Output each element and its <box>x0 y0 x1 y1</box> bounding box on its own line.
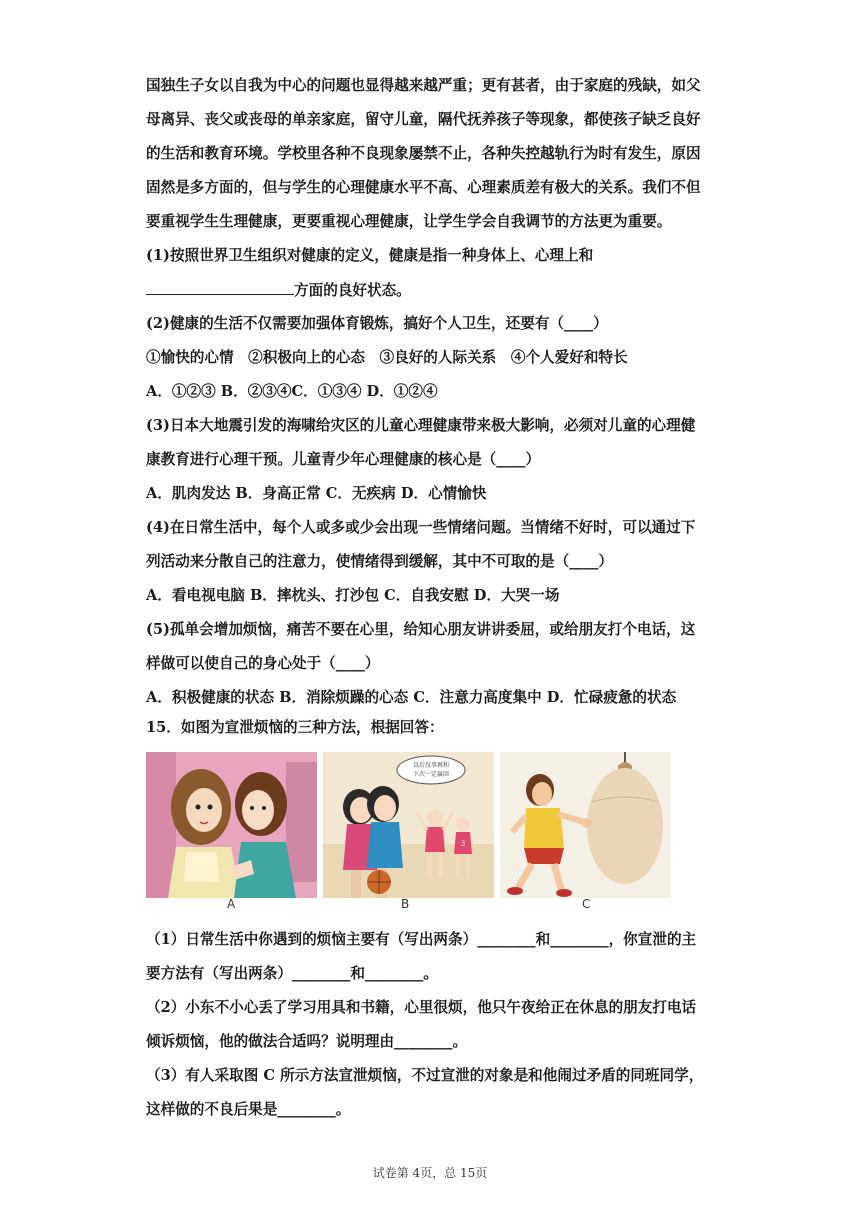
speech-bubble-text-1: 以后没事再和 <box>412 762 450 769</box>
question-2-items: ①愉快的心情 ②积极向上的心态 ③良好的人际关系 ④个人爱好和特长 <box>146 349 628 366</box>
question-1-tail: 方面的良好状态。 <box>294 282 411 299</box>
question-15-1-cont: 要方法有（写出两条）________和________。 <box>146 965 438 982</box>
question-3-cont: 康教育进行心理干预。儿童青少年心理健康的核心是（____） <box>146 451 541 468</box>
figure-a <box>146 752 317 898</box>
question-15-2: （2）小东不小心丢了学习用具和书籍，心里很烦，他只午夜给正在休息的朋友打电话 <box>146 999 697 1016</box>
figure-label-a: A <box>227 897 236 911</box>
question-3-options: A．肌肉发达 B．身高正常 C．无疾病 D．心情愉快 <box>146 485 487 502</box>
question-15-1: （1）日常生活中你遇到的烦恼主要有（写出两条）________和________，你宣泄的主 <box>146 931 697 948</box>
question-4-options: A．看电视电脑 B．摔枕头、打沙包 C．自我安慰 D．大哭一场 <box>146 587 560 604</box>
question-15-3-cont: 这样做的不良后果是________。 <box>146 1101 351 1118</box>
passage-line: 固然是多方面的，但与学生的心理健康水平不高、心理素质差有极大的关系。我们不但 <box>146 179 701 196</box>
answer-blank[interactable] <box>146 280 294 295</box>
question-4: (4)在日常生活中，每个人或多或少会出现一些情绪问题。当情绪不好时，可以通过下 <box>146 519 696 536</box>
question-2-options: A．①②③ B．②③④C．①③④ D．①②④ <box>146 383 438 400</box>
page-footer: 试卷第 4页，总 15页 <box>372 1166 488 1180</box>
question-15-3: （3）有人采取图 C 所示方法宣泄烦恼，不过宣泄的对象是和他闹过矛盾的同班同学， <box>146 1067 704 1084</box>
question-1-cont <box>146 280 411 301</box>
question-1: (1)按照世界卫生组织对健康的定义，健康是指一种身体上、心理上和 <box>146 247 594 264</box>
speech-bubble-text-2: 下次一定赢回 <box>412 771 450 778</box>
passage-line: 要重视学生生理健康，更要重视心理健康，让学生学会自我调节的方法更为重要。 <box>146 213 672 230</box>
question-4-cont: 列活动来分散自己的注意力，使情绪得到缓解，其中不可取的是（____） <box>146 553 614 570</box>
question-2: (2)健康的生活不仅需要加强体育锻炼，搞好个人卫生，还要有（____） <box>146 315 608 332</box>
passage-line: 国独生子女以自我为中心的问题也显得越来越严重；更有甚者，由于家庭的残缺，如父 <box>146 77 701 94</box>
question-5: (5)孤单会增加烦恼，痛苦不要在心里，给知心朋友讲讲委屈，或给朋友打个电话，这 <box>146 621 696 638</box>
question-15-2-cont: 倾诉烦恼，他的做法合适吗？说明理由________。 <box>146 1033 468 1050</box>
figure-label-c: C <box>582 897 591 911</box>
question-5-options: A．积极健康的状态 B．消除烦躁的心态 C．注意力高度集中 D．忙碌疲惫的状态 <box>146 689 677 706</box>
figure-b <box>323 752 494 898</box>
passage-line: 的生活和教育环境。学校里各种不良现象屡禁不止，各种失控越轨行为时有发生，原因 <box>146 145 701 162</box>
question-15-title: 15．如图为宣泄烦恼的三种方法，根据回答： <box>146 719 444 736</box>
figure-c <box>500 752 671 898</box>
figure-label-b: B <box>401 897 410 911</box>
passage-line: 母离异、丧父或丧母的单亲家庭，留守儿童，隔代抚养孩子等现象，都使孩子缺乏良好 <box>146 111 701 128</box>
question-3: (3)日本大地震引发的海啸给灾区的儿童心理健康带来极大影响，必须对儿童的心理健 <box>146 417 696 434</box>
jersey-number: 3 <box>460 840 466 848</box>
question-5-cont: 样做可以使自己的身心处于（____） <box>146 655 380 672</box>
